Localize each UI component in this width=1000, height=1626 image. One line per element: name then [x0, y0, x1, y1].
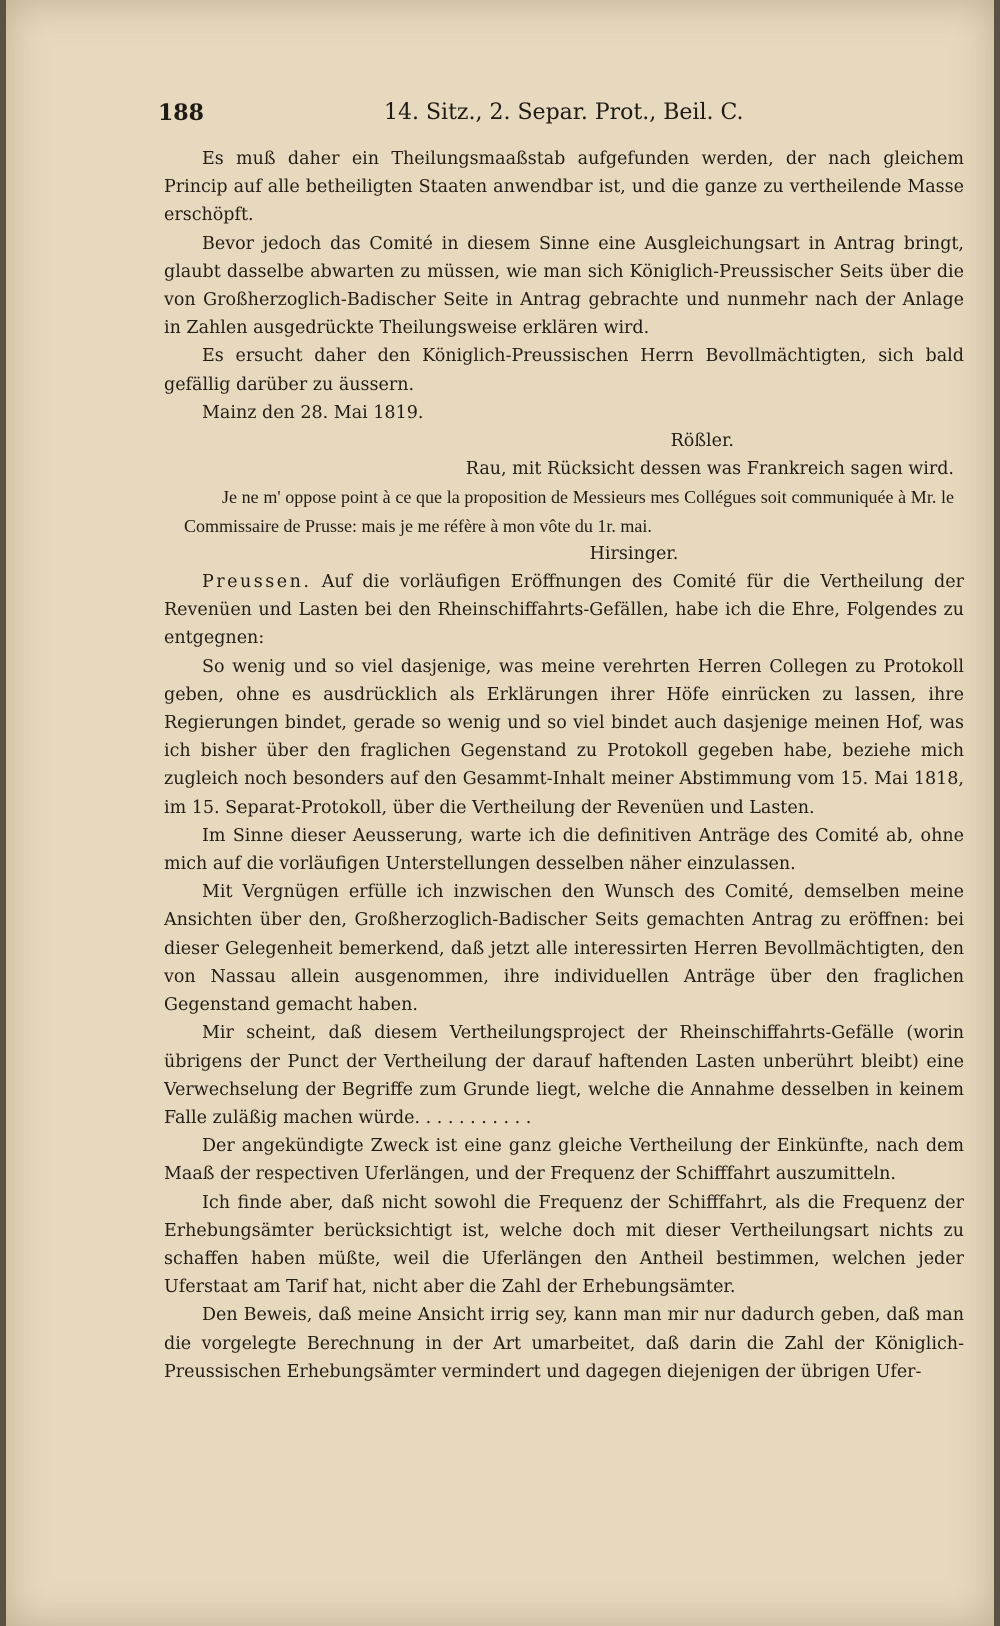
prussia-label: Preussen. [202, 572, 312, 593]
paragraph: Mir scheint, daß diesem Vertheilungsproject der Rheinschiffahrts-Gefälle (worin übrigens der Punct der Vertheilung der darauf haftenden Lasten unberührt bleibt) eine Verwechselung der Begriffe zum Grunde liegt, welche die Annahme desselben in keinem Falle zuläßig machen würde. . . . . . . . . . . [164, 1023, 964, 1128]
prussia-first-text: Auf die vorläufigen Eröffnungen des Comité für die Vertheilung der Revenüen und Lasten bei den Rheinschiffahrts-Gefällen, habe ich die Ehre, Folgendes zu entgegnen: [164, 572, 964, 649]
paragraph: Ich finde aber, daß nicht sowohl die Frequenz der Schifffahrt, als die Frequenz der Erhebungsämter berücksichtigt ist, welche doch mit dieser Vertheilungsart nichts zu schaffen haben müßte, weil die Uferlängen den Antheil bestimmen, welchen jeder Uferstaat am Tarif hat, nicht aber die Zahl der Erhebungsämter. [164, 1192, 964, 1298]
paragraph: Den Beweis, daß meine Ansicht irrig sey, kann man mir nur dadurch geben, daß man die vorgelegte Berechnung in der Art umarbeitet, daß darin die Zahl der Königlich-Preussischen Erhebungsämter vermindert und dagegen diejenigen der übrigen Ufer- [164, 1305, 964, 1382]
signature-rau: Rau, mit Rücksicht dessen was Frankreich sagen wird. [465, 459, 954, 480]
paragraph: Es ersucht daher den Königlich-Preussischen Herrn Bevollmächtigten, sich bald gefällig darüber zu äussern. [164, 346, 964, 395]
paragraph: Es muß daher ein Theilungsmaaßstab aufgefunden werden, der nach gleichem Princip auf alle betheiligten Staaten anwendbar ist, und die ganze zu vertheilende Masse erschöpft. [164, 149, 964, 226]
place-date: Mainz den 28. Mai 1819. [202, 402, 424, 423]
paragraph: Mit Vergnügen erfülle ich inzwischen den Wunsch des Comité, demselben meine Ansichten über den, Großherzoglich-Badischer Seits gemachten Antrag zu eröffnen: bei dieser Gelegenheit bemerkend, daß jetzt alle interessirten Herren Bevollmächtigten, den von Nassau allein ausgenommen, ihre individuellen Anträge über den fraglichen Gegenstand gemacht haben. [164, 882, 964, 1016]
signature-rossler: Rößler. [670, 431, 734, 452]
paragraph: Der angekündigte Zweck ist eine ganz gleiche Vertheilung der Einkünfte, nach dem Maaß der respectiven Uferlängen, und der Frequenz der Schifffahrt auszumitteln. [164, 1136, 964, 1185]
paragraph: Im Sinne dieser Aeusserung, warte ich die definitiven Anträge des Comité ab, ohne mich auf die vorläufigen Unterstellungen desselben näher einzulassen. [164, 825, 964, 875]
book-page [6, 0, 994, 1626]
paragraph: Bevor jedoch das Comité in diesem Sinne eine Ausgleichungsart in Antrag bringt, glaubt dasselbe abwarten zu müssen, wie man sich Königlich-Preussischer Seits über die von Großherzoglich-Badischer Seite in Antrag gebrachte und nunmehr nach der Anlage in Zahlen ausgedrückte Theilungsweise erklären wird. [164, 233, 964, 339]
running-title: 14. Sitz., 2. Separ. Prot., Beil. C. [384, 100, 744, 125]
french-note: Je ne m' oppose point à ce que la proposition de Messieurs mes Collégues soit communiquée à Mr. le Commissaire de Prusse: mais je me réfère à mon vôte du 1r. mai. [184, 487, 954, 536]
prussia-statement [164, 568, 964, 653]
page-number: 188 [158, 100, 204, 126]
page-body [164, 145, 964, 1386]
signature-hirsinger: Hirsinger. [589, 543, 679, 564]
page-header [158, 100, 754, 134]
paragraph: So wenig und so viel dasjenige, was meine verehrten Herren Collegen zu Protokoll geben, ohne es ausdrücklich als Erklärungen ihrer Höfe einrücken zu lassen, ihre Regierungen bindet, gerade so wenig und so viel bindet auch dasjenige meinen Hof, was ich bisher über den fraglichen Gegenstand zu Protokoll gegeben habe, beziehe mich zugleich noch besonders auf den Gesammt-Inhalt meiner Abstimmung vom 15. Mai 1818, im 15. Separat-Protokoll, über die Vertheilung der Revenüen und Lasten. [164, 656, 964, 818]
